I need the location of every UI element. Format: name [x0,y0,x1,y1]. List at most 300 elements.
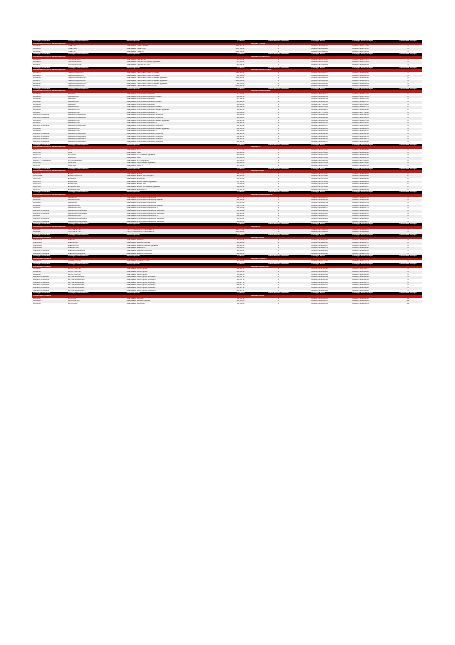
cell-descripcion: Candado Armoured ARM65II [126,196,157,199]
cell-codigo-ean: 8420078317073 [311,188,328,191]
cell-cantidad-grupo: 6 [407,71,409,74]
cell-codigo-articulo: 001065 [33,106,41,109]
cell-descuento-familia: 1 [277,239,279,242]
cell-descuento-familia: 1 [277,111,279,114]
cell-codigo-ean: 8420078317028 [311,175,328,178]
cell-codigo-articulo: 001462 [33,50,41,53]
cell-codigo-alternativo: ARM60-KA [67,119,80,122]
cell-cantidad-grupo: 4 [407,63,409,66]
cell-codigo-articulo: 001064 [33,103,41,106]
cell-codigo-alternativo: HUNOS3-XR [67,63,82,66]
cell-descripcion: Candado Armoured ARM60 llaves iguales [126,109,170,112]
cell-descuento-familia: 1 [277,63,279,66]
cell-codigo-ean-grupo: 8420078006148 [352,154,369,157]
cell-codigo-alternativo: INT50-KA00021 [67,281,85,284]
cell-precio: 42,21 € [236,132,245,135]
cell-precio: 40,27 € [236,284,245,287]
cell-codigo-articulo: 001160 [33,196,41,199]
cell-descuento-familia: 1 [277,178,279,181]
cell-codigo-articulo: 001779 [33,156,41,159]
cell-precio: 48,03 € [236,215,245,218]
cell-precio: 25,80 € [236,154,245,157]
cell-codigo-ean: 8420078421370 [311,284,328,287]
cell-precio: 17,73 € [236,148,245,151]
cell-codigo-ean-grupo: 8420078487788 [352,45,369,48]
cell-precio: 100,73 € [235,228,245,231]
cell-codigo-articulo: 001718 [33,186,41,189]
cell-precio: 11,38 € [236,302,245,305]
cell-codigo-alternativo: Max60-BT [67,241,79,244]
cell-descuento-familia: 1 [277,297,279,300]
cell-descuento-familia: 1 [277,82,279,85]
cell-precio: 41,27 € [236,289,245,292]
cell-descripcion: Candado Armoured ARM60 x00128 [126,132,164,135]
header-codigo-articulo: Codigo Articulo [33,87,51,90]
cell-descuento-familia: 1 [277,93,279,96]
cell-cantidad-grupo: 6 [407,79,409,82]
cell-codigo-alternativo: ARM65II-XR [67,207,81,210]
cell-descripcion: Candado Armoured ARM60 llaves iguales [126,119,170,122]
cell-cantidad-grupo: 6 [407,135,409,138]
cell-precio: 25,80 € [236,164,245,167]
cell-descuento-familia: 1 [277,74,279,77]
cell-precio: 40,77 € [236,196,245,199]
series-title: SERIE TITAN [251,42,266,45]
header-cantidad-grupo: Cantidad Grupo [399,233,417,236]
header-descuento-familia: Descuento Familia [268,53,289,56]
header-codigo-ean-grupo: Codigo EAN Grupo [352,167,374,170]
cell-codigo-alternativo: HERCULES-KT [67,74,85,77]
cell-precio: 64,76 € [236,172,245,175]
cell-codigo-articulo: 001461 [33,47,41,50]
cell-codigo-ean-grupo: 8420078806460 [352,63,369,66]
header-codigo-ean: Codigo EAN [311,53,325,56]
cell-descripcion: Candado Armoured ARM60 [126,103,155,106]
cell-cantidad-grupo: 6 [407,148,409,151]
header-cantidad-grupo: Cantidad Grupo [399,263,417,266]
cell-codigo-ean: 8420078816035 [311,50,328,53]
cell-codigo-ean: 8420078806014 [311,302,328,305]
cell-descuento-familia: 1 [277,215,279,218]
cell-descuento-familia: 1 [277,276,279,279]
cell-descuento-familia: 1 [277,188,279,191]
header-codigo-ean: Codigo EAN [311,167,325,170]
cell-codigo-ean-grupo: 8420078807779 [352,260,369,263]
cell-cantidad-grupo: 6 [407,268,409,271]
header-codigo-ean-grupo: Codigo EAN Grupo [352,53,374,56]
cell-codigo-articulo: 001060 [33,98,41,101]
cell-codigo-alternativo: ARM60-KA00200 [67,117,86,120]
category-label: CAMARAS ALTA SEGURIDAD [33,90,66,93]
cell-descripcion: Candado CAMDY x30 [126,260,150,263]
cell-codigo-articulo: 0021871-00027 [33,138,50,141]
cell-codigo-ean: 8420078821250 [311,138,328,141]
cell-cantidad-grupo: 2 [407,106,409,109]
cell-codigo-ean: 8420078822317 [311,215,328,218]
cell-cantidad-grupo: 6 [407,271,409,274]
cell-codigo-alternativo: ARM60 [67,93,76,96]
cell-descripcion: Candado InoxTop60 x00021 [126,287,156,290]
cell-precio: 28,48 € [236,244,245,247]
cell-cantidad-grupo: 6 [407,103,409,106]
cell-codigo-ean: 8420078421363 [311,281,328,284]
cell-descripcion: Candado Titan D [126,50,144,53]
cell-descuento-familia: 1 [277,106,279,109]
cell-codigo-ean: 8420078006001 [311,297,328,300]
header-precio: Precio [237,255,245,258]
cell-descripcion: Candado Max60 blister [126,241,151,244]
cell-codigo-ean: 8420078317042 [311,180,328,183]
category-label: CAMARAS INOX [33,295,51,297]
series-title: SERIE ARMORED II [251,194,273,197]
cell-codigo-alternativo: E360AL [67,178,77,181]
cell-codigo-articulo: 0009076-00083 [33,289,50,292]
cell-descripcion: Candado InoxTop40 x01203 [126,279,156,282]
cell-descuento-familia: 1 [277,127,279,130]
cell-precio: 100,43 € [235,77,245,80]
cell-precio: 41,82 € [236,106,245,109]
cell-descuento-familia: 1 [277,101,279,104]
cell-codigo-ean: 8420078428698 [311,252,328,255]
cell-codigo-alternativo: ARM65II-BT [67,204,81,207]
cell-cantidad-grupo: 6 [407,228,409,231]
cell-codigo-ean: 8420078815038 [311,79,328,82]
header-codigo-ean: Codigo EAN [311,255,325,258]
cell-cantidad-grupo: 12 [406,302,410,305]
cell-codigo-ean-grupo: 8420078806140 [352,109,369,112]
cell-codigo-ean-grupo: 8420078806060 [352,297,369,300]
cell-codigo-ean-grupo: 8420078428210 [352,217,369,220]
cell-codigo-articulo: 009050 [33,271,41,274]
cell-descuento-familia: 1 [277,228,279,231]
cell-codigo-articulo: 001712 [33,178,41,181]
cell-codigo-ean-grupo: 8420078806799 [352,119,369,122]
cell-descripcion: Candado Armoured ARM65II x [126,215,158,218]
cell-codigo-ean: 8420078821267 [311,140,328,143]
cell-cantidad-grupo: 6 [407,279,409,282]
cell-descripcion: HH-H 50x100 + Hercules II [126,228,155,231]
cell-codigo-ean: 8420078007035 [311,154,328,157]
header-precio: Precio [237,40,245,42]
cell-codigo-ean: 8420078007028 [311,151,328,154]
cell-cantidad-grupo: 6 [407,241,409,244]
header-codigo-ean: Codigo EAN [311,87,325,90]
cell-descripcion: Candado Armoured ARM65II x00088 [126,210,165,212]
cell-codigo-ean: 8420078886139 [311,98,328,101]
cell-codigo-articulo: 001704a [33,175,42,178]
cell-codigo-ean: 8420078886149 [311,119,328,122]
header-codigo-articulo: Codigo Articulo [33,263,51,266]
cell-codigo-articulo: 0481001 [33,239,42,242]
cell-codigo-ean: 8420078421356 [311,279,328,282]
cell-codigo-ean-grupo: 8420078421393 [352,273,369,276]
header-cantidad-grupo: Cantidad Grupo [399,66,417,69]
cell-codigo-articulo: 001062 [33,101,41,104]
cell-precio: 25,80 € [236,156,245,159]
cell-descripcion: Candado Inox50L [126,302,145,305]
cell-codigo-articulo: 001460 [33,45,41,48]
cell-codigo-ean: 8420078822142 [311,199,328,202]
cell-cantidad-grupo: 6 [407,249,409,252]
cell-descuento-familia: 1 [277,202,279,205]
cell-descuento-familia: 1 [277,71,279,74]
cell-codigo-articulo: 001160 [33,202,41,205]
cell-codigo-ean-grupo: 8420078428227 [352,220,369,223]
cell-codigo-articulo: 0481006 [33,247,42,250]
cell-codigo-alternativo: ARM60-KA [67,127,80,130]
cell-codigo-ean-grupo: 8420078806538 [352,77,369,80]
cell-descuento-familia: 1 [277,140,279,143]
cell-descripcion: Candado E360 llaves iguales [126,180,157,183]
category-label: CAMARAS ALTA SEGURIDAD [33,55,66,58]
cell-descuento-familia: 1 [277,271,279,274]
cell-cantidad-grupo: 6 [407,289,409,292]
cell-precio: 42,21 € [236,140,245,143]
cell-codigo-ean: 8420078784609 [311,63,328,66]
cell-precio: 43,44 € [236,202,245,205]
cell-descuento-familia: 1 [277,199,279,202]
cell-descripcion: Candado E360 sin cilindro [126,175,154,178]
cell-descuento-familia: 1 [277,180,279,183]
cell-codigo-ean: 8420078885531 [311,130,328,133]
cell-descuento-familia: 1 [277,175,279,178]
cell-descripcion: Candado Titan KA [126,47,146,50]
cell-codigo-alternativo: ARM60 [67,98,76,101]
cell-codigo-alternativo: INOXTOP50 [67,271,81,274]
cell-codigo-articulo: 009060 [33,273,41,276]
cell-descripcion: Candado Armoured ARM60 [126,93,155,96]
cell-precio: 40,49 € [236,103,245,106]
cell-codigo-ean: 8420078822125 [311,196,328,199]
cell-descripcion: Candado Armoured ARM60 x [126,130,157,133]
cell-precio: 27,09 € [236,93,245,96]
cell-cantidad-grupo: 6 [407,132,409,135]
cell-codigo-alternativo: ARM65II [67,202,77,205]
cell-cantidad-grupo: 6 [407,202,409,205]
cell-codigo-articulo: 001216 [33,74,41,77]
cell-codigo-ean: 8420078428643 [311,239,328,242]
header-codigo-ean: Codigo EAN [311,233,325,236]
cell-codigo-alternativo: HUNOS3-KA [67,61,82,64]
price-list-sheet [32,40,422,306]
cell-cantidad-grupo: 12 [406,300,410,303]
cell-descripcion: Candado Max60 llaves iguales [126,244,159,247]
cell-codigo-articulo: 0481087-00889 [33,252,50,255]
cell-codigo-articulo: 001067 [33,111,41,114]
cell-codigo-articulo: 0001777-U88802 [33,159,51,162]
cell-codigo-alternativo: ARM60-KA00027 [67,138,86,141]
cell-codigo-articulo: 001215 [33,71,41,74]
cell-codigo-alternativo: ARM60 [67,103,76,106]
cell-codigo-articulo: 001069 [33,130,41,133]
cell-codigo-articulo: 0481001 [33,241,42,244]
cell-cantidad-grupo: 2 [407,180,409,183]
cell-precio: 44,63 € [236,207,245,210]
cell-codigo-alternativo: L70 [67,148,72,151]
cell-descuento-familia: 1 [277,162,279,165]
cell-codigo-ean-grupo: 8420078176020 [352,159,369,162]
cell-descuento-familia: 1 [277,244,279,247]
cell-codigo-ean-grupo: 8420078428142 [352,199,369,202]
cell-codigo-ean: 8420078822324 [311,217,328,220]
cell-cantidad-grupo: 6 [407,162,409,165]
cell-codigo-ean: 8420078807760 [311,260,328,263]
cell-codigo-articulo: 0021871-00128 [33,132,50,135]
cell-precio: 29,88 € [236,249,245,252]
header-descuento-familia: Descuento Familia [268,223,289,226]
cell-descuento-familia: 1 [277,122,279,125]
cell-codigo-ean-grupo: 8420078421368 [352,140,369,143]
cell-codigo-alternativo: L80-KA [67,156,76,159]
header-codigo-ean-grupo: Codigo EAN Grupo [352,87,374,90]
cell-cantidad-grupo: 6 [407,231,409,234]
cell-codigo-alternativo: E360-KA [67,180,78,183]
cell-cantidad-grupo: 6 [407,77,409,80]
cell-codigo-alternativo: INOX30 [67,297,77,300]
header-codigo-articulo: Codigo Articulo [33,233,51,236]
cell-descuento-familia: 1 [277,231,279,234]
cell-descuento-familia: 1 [277,300,279,303]
cell-descuento-familia: 1 [277,212,279,215]
cell-descuento-familia: 1 [277,45,279,48]
cell-cantidad-grupo: 8 [407,93,409,96]
cell-precio: 28,48 € [236,241,245,244]
cell-codigo-ean: 8420078822159 [311,202,328,205]
cell-codigo-articulo: 001257 [33,85,41,88]
cell-descripcion: Candado Armoured ARM60 x00588 [126,125,164,127]
cell-codigo-ean-grupo: 8420078806775 [352,106,369,109]
cell-codigo-ean-grupo: 8420078428166 [352,204,369,207]
cell-codigo-ean: 8420078860537 [311,125,328,127]
header-precio: Precio [237,167,245,170]
cell-codigo-ean-grupo: 8420078687188 [352,162,369,165]
cell-codigo-alternativo: HERCULES-BT [67,71,85,74]
cell-codigo-ean: 8420078817001 [311,58,328,61]
cell-codigo-alternativo: INT50-KA01091 [67,284,85,287]
cell-precio: 38,42 € [236,273,245,276]
cell-cantidad-grupo: 6 [407,156,409,159]
cell-descripcion: Candado Max60 [126,239,144,242]
cell-descripcion: Candado L70 [126,148,141,151]
cell-cantidad-grupo: 6 [407,164,409,167]
cell-codigo-ean: 8420078428667 [311,244,328,247]
cell-cantidad-grupo: 2 [407,186,409,189]
cell-codigo-articulo: 001182 [33,231,41,234]
cell-cantidad-grupo: 6 [407,281,409,284]
cell-descripcion: Candado Armoured ARM65II [126,202,157,205]
cell-codigo-ean: 8420078421318 [311,268,328,271]
cell-codigo-articulo: 00631-2 [33,260,42,263]
cell-cantidad-grupo: 2 [407,183,409,186]
cell-codigo-alternativo: INOX50L [67,302,78,305]
cell-codigo-ean-grupo: 8420078421502 [352,289,369,292]
cell-codigo-ean-grupo: 8420078428180 [352,210,369,212]
cell-cantidad-grupo: 6 [407,98,409,101]
cell-codigo-articulo: 0481087-00004 [33,249,50,252]
cell-cantidad-grupo: 6 [407,154,409,157]
cell-precio: 26,88 € [236,101,245,104]
cell-codigo-ean: 8420078816028 [311,47,328,50]
cell-descuento-familia: 1 [277,159,279,162]
cell-codigo-ean-grupo: 8420078428701 [352,252,369,255]
cell-codigo-ean-grupo: 8420078428203 [352,215,369,218]
cell-cantidad-grupo: 6 [407,220,409,223]
cell-descripcion: Candado Armoured ARM60 x00027 [126,138,164,141]
cell-precio: 11,61 € [236,297,245,300]
cell-codigo-ean-grupo: 8420078428890 [352,175,369,178]
header-descuento-familia: Descuento Familia [268,87,289,90]
cell-codigo-articulo: 001161 [33,204,41,207]
cell-precio: 28,88 € [236,111,245,114]
cell-codigo-ean-grupo: 8420078807505 [352,95,369,98]
cell-codigo-alternativo: U80-XR [67,164,77,167]
cell-codigo-articulo: 001780 [33,162,41,165]
cell-codigo-alternativo: E360-XR [67,183,78,186]
cell-descuento-familia: 1 [277,287,279,290]
category-label: CAMARAS INOX [33,257,51,260]
cell-descripcion: Candado InoxTop60 x00083 [126,289,156,292]
cell-codigo-articulo: 001066 [33,109,41,112]
cell-descripcion: Candado L80 [126,156,141,159]
cell-descuento-familia: 1 [277,207,279,210]
header-codigo-ean: Codigo EAN [311,263,325,266]
header-descuento-familia: Descuento Familia [268,255,289,258]
cell-descuento-familia: 1 [277,98,279,101]
header-codigo-alternativo: Codigo Alternativo [67,40,89,42]
cell-codigo-alternativo: Max60 [67,239,75,242]
cell-precio: 26,57 € [236,279,245,282]
cell-codigo-alternativo: L70-KA [67,154,76,157]
cell-descuento-familia: 1 [277,268,279,271]
cell-codigo-alternativo: ARM60-KA00028 [67,140,86,143]
cell-cantidad-grupo: 6 [407,284,409,287]
cell-codigo-articulo: 001966 [33,93,41,96]
header-precio: Precio [237,263,245,266]
header-codigo-alternativo: Codigo Alternativo [67,191,89,194]
cell-codigo-articulo: 001770 [33,154,41,157]
cell-precio: 28,88 € [236,117,245,120]
cell-descripcion: Candado E360AL [126,178,145,181]
cell-descripcion: Candado Armoured ARM60 x00024 [126,135,164,138]
cell-descuento-familia: 1 [277,164,279,167]
header-descripcion: Descripción [126,40,140,42]
cell-codigo-alternativo: ARM60-KA00588 [67,125,86,127]
cell-codigo-alternativo: ARM65II-KA00882 [67,220,88,223]
cell-codigo-ean-grupo: 8420078021495 [352,114,369,117]
cell-codigo-ean-grupo: 8420078428159 [352,202,369,205]
cell-codigo-ean-grupo: 8420078021501 [352,117,369,120]
cell-precio: 26,21 € [236,109,245,112]
cell-descripcion: Candado Armoured ARM60 [126,98,155,101]
cell-precio: 20,48 € [236,151,245,154]
cell-cantidad-grupo: 6 [407,140,409,143]
cell-cantidad-grupo: 8 [407,95,409,98]
header-cantidad-grupo: Cantidad Grupo [399,87,417,90]
header-descuento-familia: Descuento Familia [268,143,289,146]
header-codigo-alternativo: Codigo Alternativo [67,263,89,266]
cell-codigo-ean-grupo: 8420078582411 [352,228,369,231]
cell-codigo-articulo: 0021873-00988 [33,212,50,215]
header-cantidad-grupo: Cantidad Grupo [399,167,417,170]
header-precio: Precio [237,292,245,295]
cell-codigo-ean: 8420078317035 [311,178,328,181]
cell-codigo-alternativo: U80-KA [67,162,76,165]
cell-precio: 71,87 € [236,188,245,191]
cell-codigo-ean-grupo: 8420078487717 [352,58,369,61]
cell-codigo-alternativo: HERCULES4-KA [67,79,86,82]
cell-descripcion: Candado Armoured ARM65II x00882 [126,220,165,223]
cell-codigo-ean: 8420078886115 [311,93,328,96]
